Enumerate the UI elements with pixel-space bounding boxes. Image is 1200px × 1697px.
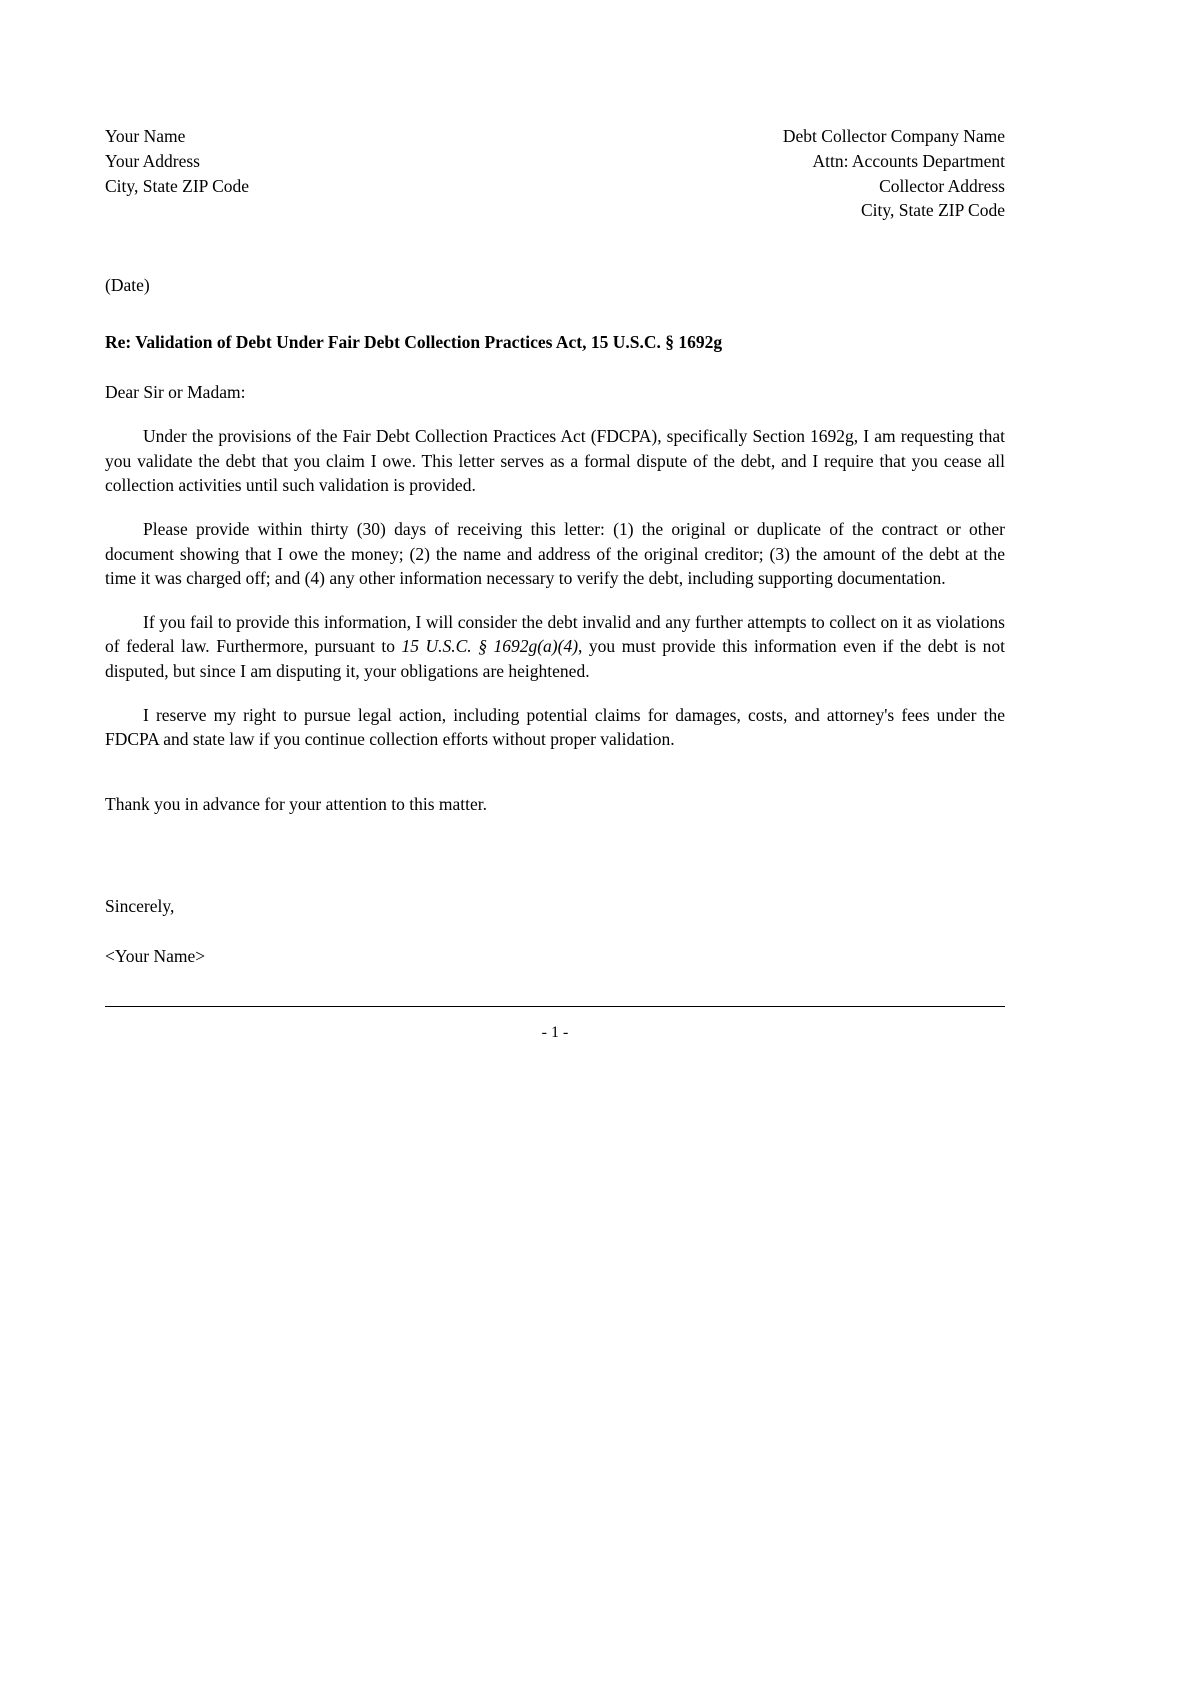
body-paragraph: I reserve my right to pursue legal action, including potential claims for damages, costs, and attorney's fees under the FDCPA and state law if you continue collection efforts without proper validation. bbox=[105, 704, 1005, 750]
sender-address-block bbox=[105, 124, 249, 198]
address-header bbox=[105, 0, 1005, 223]
closing-salutation: Sincerely, bbox=[105, 895, 175, 916]
paragraph-text-before-citation: If you fail to provide this information, I will consider the debt invalid and any further attempts to collect on it as violations of federal law. Furthermore, pursuant to bbox=[105, 611, 1005, 657]
sender-address-line: Your Address bbox=[105, 150, 200, 171]
legal-citation: 15 U.S.C. § 1692g(a)(4) bbox=[401, 636, 579, 657]
page-number: - 1 - bbox=[541, 1023, 569, 1041]
signature-name: <Your Name> bbox=[105, 945, 206, 966]
sender-address-line: Your Name bbox=[105, 126, 186, 146]
letter-body bbox=[105, 424, 1005, 816]
recipient-address-line: City, State ZIP Code bbox=[860, 200, 1005, 221]
paragraph-text-after-citation: , you must provide this information even if the debt is not disputed, but since I am disputing it, your obligations are heightened. bbox=[105, 636, 1005, 681]
recipient-address-block bbox=[783, 124, 1005, 223]
body-paragraph: Please provide within thirty (30) days of receiving this letter: (1) the original or duplicate of the contract or other document showing that I owe the money; (2) the name and address of the original creditor; (3) the amount of the debt at the time it was charged off; and (4) any other information necessary to verify the debt, including supporting documentation. bbox=[105, 518, 1005, 589]
thank-you-line: Thank you in advance for your attention to this matter. bbox=[105, 793, 487, 814]
body-paragraph-with-citation bbox=[105, 610, 1005, 684]
recipient-address-line: Attn: Accounts Department bbox=[812, 150, 1005, 171]
subject-line: Re: Validation of Debt Under Fair Debt Collection Practices Act, 15 U.S.C. § 1692g bbox=[105, 332, 723, 353]
date-line: (Date) bbox=[105, 275, 150, 296]
footer-divider bbox=[105, 1006, 1005, 1007]
body-paragraph: Under the provisions of the Fair Debt Collection Practices Act (FDCPA), specifically Section 1692g, I am requesting that you validate the debt that you claim I owe. This letter serves as a formal dispute of the debt, and I require that you cease all collection activities until such validation is provided. bbox=[105, 426, 1005, 496]
letter-content bbox=[105, 0, 1005, 1043]
sender-address-line: City, State ZIP Code bbox=[105, 175, 250, 196]
recipient-address-line: Collector Address bbox=[879, 175, 1005, 196]
recipient-address-line: Debt Collector Company Name bbox=[782, 126, 1005, 146]
salutation: Dear Sir or Madam: bbox=[105, 382, 246, 403]
